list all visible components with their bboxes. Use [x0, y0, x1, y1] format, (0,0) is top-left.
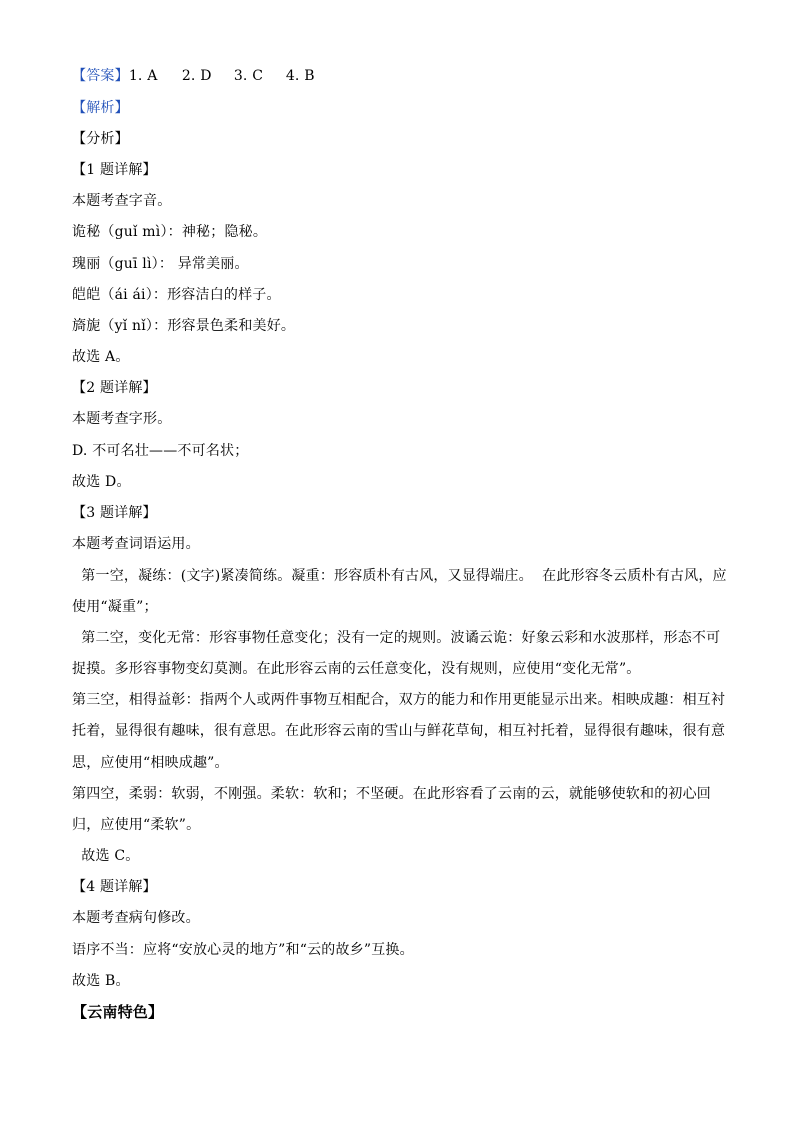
q3-line: 第二空，变化无常：形容事物任意变化；没有一定的规则。波谲云诡：好象云彩和水波那样，形态不可	[72, 630, 721, 646]
answer-item: 2. D	[181, 68, 212, 84]
q1-line: 故选 A。	[72, 349, 130, 365]
answer-item: 4. B	[285, 68, 315, 84]
q4-line: 语序不当：应将“安放心灵的地方”和“云的故乡”互换。	[72, 942, 414, 958]
q2-line: 本题考查字形。	[72, 411, 172, 427]
q2-line: 故选 D。	[72, 474, 131, 490]
answer-line	[72, 66, 315, 86]
q3-line: 托着，显得很有趣味，很有意思。在此形容云南的雪山与鲜花草甸，相互衬托着，显得很有趣味，很有意	[72, 723, 726, 739]
q1-line: 本题考查字音。	[72, 193, 172, 209]
q2-line: D. 不可名壮——不可名状；	[72, 443, 249, 459]
q3-line: 本题考查词语运用。	[72, 536, 200, 552]
q3-line: 第三空，相得益彰：指两个人或两件事物互相配合，双方的能力和作用更能显示出来。相映成趣：相互衬	[72, 692, 726, 708]
answer-tag: 【答案】	[72, 68, 129, 84]
q1-heading: 【1 题详解】	[72, 162, 157, 178]
q1-line: 瑰丽（guī lì）： 异常美丽。	[72, 256, 249, 272]
fenxi-tag: 【分析】	[72, 131, 129, 147]
q4-line: 本题考查病句修改。	[72, 910, 200, 926]
q3-line: 思，应使用“相映成趣”。	[72, 755, 229, 771]
q3-line: 捉摸。多形容事物变幻莫测。在此形容云南的云任意变化，没有规则，应使用“变化无常”。	[72, 661, 641, 677]
q3-line: 使用“凝重”；	[72, 599, 158, 615]
q2-heading: 【2 题详解】	[72, 380, 157, 396]
answer-item: 1. A	[128, 68, 158, 84]
q4-line: 故选 B。	[72, 973, 130, 989]
q1-line: 旖旎（yǐ nǐ）：形容景色柔和美好。	[72, 318, 296, 334]
section-title: 【云南特色】	[72, 1003, 164, 1021]
q3-heading: 【3 题详解】	[72, 505, 157, 521]
q1-line: 皑皑（ái ái）：形容洁白的样子。	[72, 287, 281, 303]
q1-line: 诡秘（guǐ mì）：神秘；隐秘。	[72, 224, 268, 240]
q3-line: 第一空，凝练：(文字)紧凑简练。凝重：形容质朴有古风，又显得端庄。 在此形容冬云质朴有古风，应	[72, 568, 727, 584]
answer-item: 3. C	[233, 68, 264, 84]
analysis-tag: 【解析】	[72, 100, 129, 116]
q3-line: 故选 C。	[72, 848, 140, 864]
q3-line: 归，应使用“柔软”。	[72, 817, 201, 833]
q4-heading: 【4 题详解】	[72, 879, 157, 895]
q3-line: 第四空，柔弱：软弱，不刚强。柔软：软和；不坚硬。在此形容看了云南的云，就能够使软和的初心回	[72, 786, 711, 802]
